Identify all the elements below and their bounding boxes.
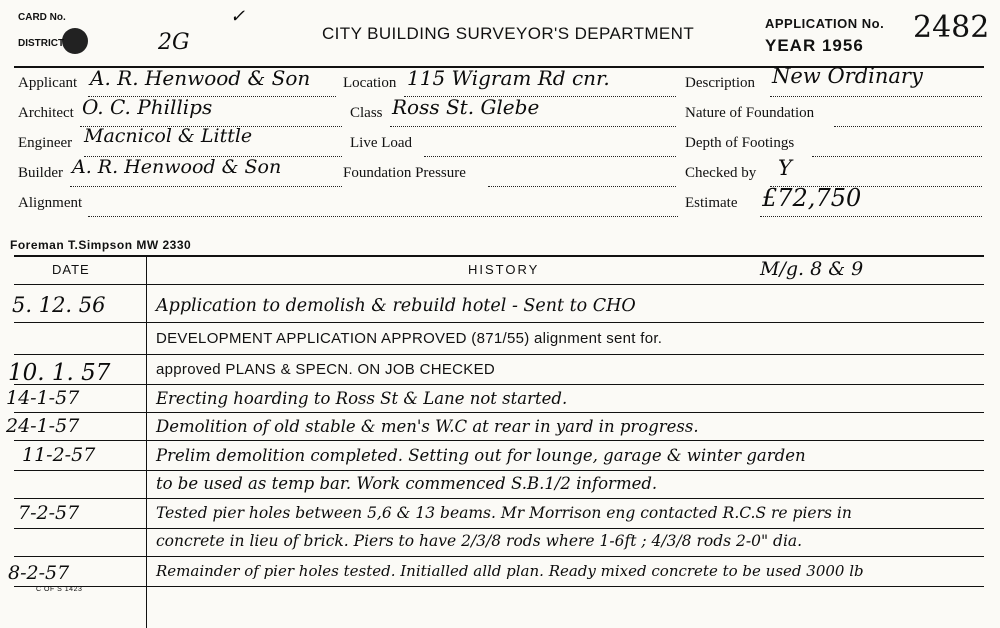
description-value: New Ordinary (772, 64, 923, 88)
row-rule (14, 528, 984, 529)
location-value: 115 Wigram Rd cnr. (407, 66, 610, 90)
history-header-rule (14, 284, 984, 285)
estimate-line (760, 216, 982, 217)
row-date: 8-2-57 (8, 562, 70, 584)
row-text: approved PLANS & SPECN. ON JOB CHECKED (156, 361, 496, 378)
application-label: APPLICATION No. (765, 16, 885, 31)
row-text: concrete in lieu of brick. Piers to have 2/3/8 rods where 1-6ft ; 4/3/8 rods 2-0" dia. (156, 532, 803, 550)
engineer-value: Macnicol & Little (84, 125, 253, 147)
card-no-label: CARD No. (18, 12, 66, 23)
foundation-pressure-line (488, 186, 676, 187)
applicant-value: A. R. Henwood & Son (90, 66, 311, 90)
row-text: Application to demolish & rebuild hotel - Sent to CHO (156, 296, 636, 316)
row-rule (14, 470, 984, 471)
row-rule (14, 556, 984, 557)
depth-line (812, 156, 982, 157)
application-number: 2482 (913, 10, 990, 45)
row-text: to be used as temp bar. Work commenced S.B.1/2 informed. (156, 474, 658, 493)
history-top-rule (14, 255, 984, 257)
history-note: M/g. 8 & 9 (760, 258, 864, 280)
department-title: CITY BUILDING SURVEYOR'S DEPARTMENT (322, 24, 695, 43)
row-text: Remainder of pier holes tested. Initialled alld plan. Ready mixed concrete to be used 3000 lb (156, 562, 864, 580)
nature-label: Nature of Foundation (685, 105, 815, 121)
live-load-label: Live Load (350, 135, 413, 151)
row-text: Prelim demolition completed. Setting out for lounge, garage & winter garden (156, 446, 806, 465)
tick-icon: ✓ (230, 6, 246, 27)
builder-value: A. R. Henwood & Son (72, 156, 282, 178)
architect-label: Architect (18, 105, 74, 121)
footer-code: C OF S 1423 (36, 586, 83, 593)
depth-label: Depth of Footings (685, 135, 795, 151)
alignment-line (88, 216, 678, 217)
location-label: Location (343, 75, 397, 91)
row-date: 11-2-57 (22, 444, 96, 466)
class-label: Class (350, 105, 383, 121)
row-rule (14, 322, 984, 323)
builder-line (70, 186, 342, 187)
row-date: 14-1-57 (6, 387, 80, 409)
row-text: DEVELOPMENT APPLICATION APPROVED (871/55) alignment sent for. (156, 330, 663, 347)
district-value: 2G (158, 30, 190, 55)
year-label: YEAR 1956 (765, 36, 864, 55)
date-header: DATE (52, 262, 90, 277)
class-line (390, 126, 676, 127)
row-rule (14, 498, 984, 499)
alignment-label: Alignment (18, 195, 83, 211)
engineer-label: Engineer (18, 135, 73, 151)
punch-hole-icon (62, 28, 88, 54)
foundation-pressure-label: Foundation Pressure (343, 165, 466, 181)
estimate-value: £72,750 (762, 184, 862, 212)
history-header: HISTORY (468, 262, 540, 277)
description-line (770, 96, 982, 97)
row-text: Tested pier holes between 5,6 & 13 beams. Mr Morrison eng contacted R.C.S re piers in (156, 504, 852, 522)
estimate-label: Estimate (685, 195, 738, 211)
row-date: 24-1-57 (6, 415, 80, 437)
nature-line (834, 126, 982, 127)
row-date: 7-2-57 (18, 502, 80, 524)
row-rule (14, 440, 984, 441)
row-rule (14, 354, 984, 355)
applicant-label: Applicant (18, 75, 78, 91)
checked-value: Y (778, 156, 792, 180)
row-text: Erecting hoarding to Ross St & Lane not started. (156, 389, 568, 408)
live-load-line (424, 156, 676, 157)
date-column-divider (146, 255, 147, 628)
row-rule (14, 412, 984, 413)
row-date: 10. 1. 57 (8, 360, 111, 386)
checked-label: Checked by (685, 165, 757, 181)
row-text: Demolition of old stable & men's W.C at rear in yard in progress. (156, 417, 699, 436)
class-value: Ross St. Glebe (392, 95, 540, 119)
row-rule (14, 586, 984, 587)
description-label: Description (685, 75, 755, 91)
district-label: DISTRICT (18, 38, 65, 49)
architect-value: O. C. Phillips (82, 95, 213, 119)
row-rule (14, 384, 984, 385)
foreman-note: Foreman T.Simpson MW 2330 (10, 238, 192, 252)
builder-label: Builder (18, 165, 63, 181)
row-date: 5. 12. 56 (12, 293, 106, 317)
